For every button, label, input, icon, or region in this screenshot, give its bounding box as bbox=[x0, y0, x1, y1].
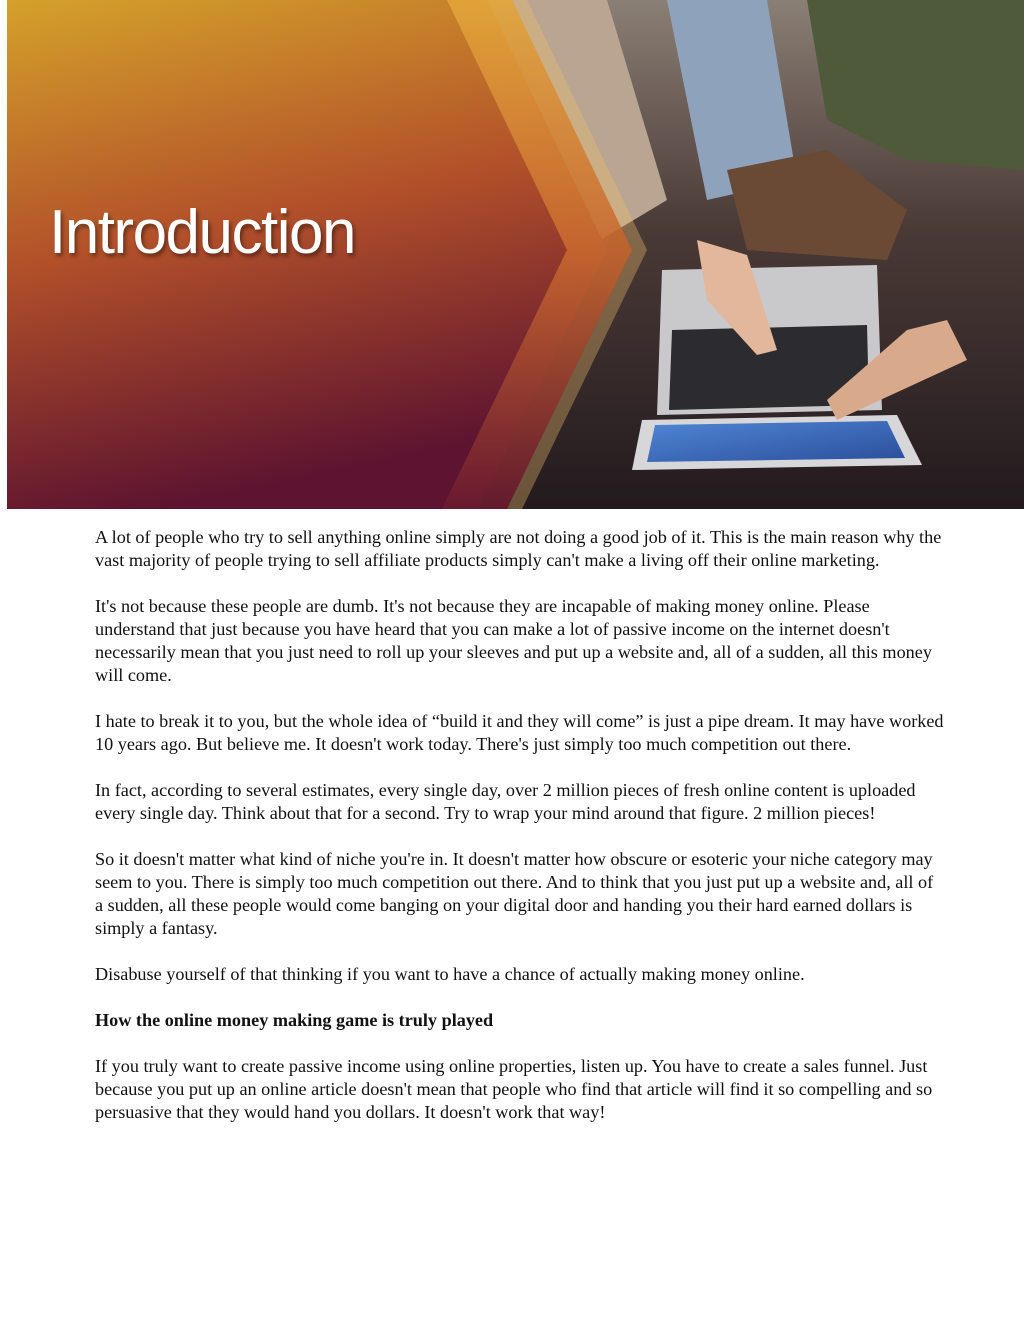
paragraph: Disabuse yourself of that thinking if you want to have a chance of actually making money online. bbox=[95, 964, 805, 984]
tablet-screen bbox=[647, 421, 905, 462]
article-body bbox=[95, 526, 945, 1147]
header-banner bbox=[7, 0, 1024, 509]
paragraph: I hate to break it to you, but the whole idea of “build it and they will come” is just a pipe dream. It may have worked 10 years ago. But believe me. It doesn't work today. There's just simply too much competition out there. bbox=[95, 711, 944, 754]
section-heading: How the online money making game is truly played bbox=[95, 1010, 494, 1030]
paragraph: So it doesn't matter what kind of niche you're in. It doesn't matter how obscure or esoteric your niche category may seem to you. There is simply too much competition out there. And to think that you just put up a website and, all of a sudden, all these people would come banging on your digital door and handing you their hard earned dollars is simply a fantasy. bbox=[95, 849, 934, 938]
paragraph: In fact, according to several estimates, every single day, over 2 million pieces of fresh online content is uploaded every single day. Think about that for a second. Try to wrap your mind around that figure. 2 million pieces! bbox=[95, 780, 916, 823]
paragraph: It's not because these people are dumb. It's not because they are incapable of making money online. Please understand that just because you have heard that you can make a lot of passive income on the internet doesn't necessarily mean that you just need to roll up your sleeves and put up a website and, all of a sudden, all this money will come. bbox=[95, 596, 932, 685]
paragraph: A lot of people who try to sell anything online simply are not doing a good job of it. This is the main reason why the vast majority of people trying to sell affiliate products simply can't make a living off their online marketing. bbox=[95, 527, 942, 570]
page-title: Introduction bbox=[49, 198, 355, 267]
paragraph: If you truly want to create passive income using online properties, listen up. You have to create a sales funnel. Just because you put up an online article doesn't mean that people who find that article will find it so compelling and so persuasive that they would hand you dollars. It doesn't work that way! bbox=[95, 1056, 933, 1122]
